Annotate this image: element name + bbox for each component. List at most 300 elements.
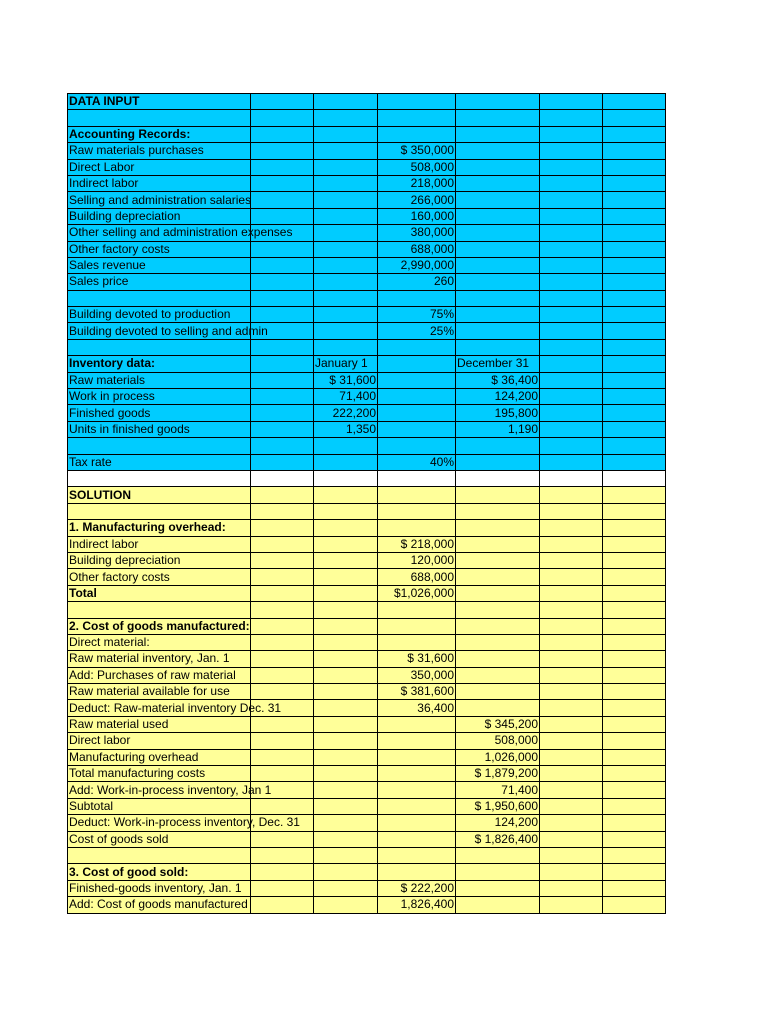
sheet-cell[interactable] — [314, 831, 378, 847]
sheet-cell[interactable] — [251, 290, 314, 306]
sheet-cell[interactable] — [68, 585, 251, 601]
sheet-cell[interactable] — [251, 389, 314, 405]
sheet-cell[interactable] — [456, 634, 540, 650]
sheet-cell[interactable] — [378, 847, 456, 863]
sheet-cell[interactable] — [314, 749, 378, 765]
sheet-cell[interactable] — [251, 257, 314, 273]
sheet-cell[interactable] — [251, 356, 314, 372]
sheet-cell[interactable] — [68, 438, 251, 454]
sheet-cell[interactable] — [314, 421, 378, 437]
sheet-cell[interactable] — [456, 569, 540, 585]
sheet-cell[interactable] — [251, 520, 314, 536]
sheet-cell[interactable] — [378, 323, 456, 339]
sheet-cell[interactable] — [603, 159, 666, 175]
sheet-cell[interactable] — [456, 241, 540, 257]
sheet-cell[interactable] — [314, 110, 378, 126]
sheet-cell[interactable] — [540, 389, 603, 405]
sheet-cell[interactable] — [378, 585, 456, 601]
sheet-cell[interactable] — [251, 405, 314, 421]
sheet-cell[interactable] — [378, 241, 456, 257]
sheet-cell[interactable] — [68, 356, 251, 372]
sheet-cell[interactable] — [251, 454, 314, 470]
sheet-cell[interactable] — [456, 798, 540, 814]
sheet-cell[interactable] — [68, 684, 251, 700]
sheet-cell[interactable] — [314, 290, 378, 306]
sheet-cell[interactable] — [251, 847, 314, 863]
sheet-cell[interactable] — [456, 618, 540, 634]
sheet-cell[interactable] — [540, 897, 603, 913]
sheet-cell[interactable] — [314, 126, 378, 142]
sheet-cell[interactable] — [68, 110, 251, 126]
sheet-cell[interactable] — [540, 274, 603, 290]
sheet-cell[interactable] — [378, 667, 456, 683]
sheet-cell[interactable] — [68, 94, 251, 110]
sheet-cell[interactable] — [378, 766, 456, 782]
sheet-cell[interactable] — [540, 520, 603, 536]
sheet-cell[interactable] — [456, 847, 540, 863]
sheet-cell[interactable] — [540, 454, 603, 470]
sheet-cell[interactable] — [540, 372, 603, 388]
sheet-cell[interactable] — [456, 110, 540, 126]
sheet-cell[interactable] — [314, 520, 378, 536]
sheet-cell[interactable] — [68, 815, 300, 831]
sheet-cell[interactable] — [540, 438, 603, 454]
sheet-cell[interactable] — [68, 520, 251, 536]
sheet-cell[interactable] — [314, 175, 378, 191]
sheet-cell[interactable] — [456, 684, 540, 700]
sheet-cell[interactable] — [603, 847, 666, 863]
sheet-cell[interactable] — [251, 716, 314, 732]
sheet-cell[interactable] — [603, 487, 666, 503]
sheet-cell[interactable] — [540, 143, 603, 159]
sheet-cell[interactable] — [540, 192, 603, 208]
sheet-cell[interactable] — [68, 274, 251, 290]
sheet-cell[interactable] — [603, 766, 666, 782]
sheet-cell[interactable] — [378, 110, 456, 126]
sheet-cell[interactable] — [540, 421, 603, 437]
sheet-cell[interactable] — [314, 389, 378, 405]
sheet-cell[interactable] — [603, 290, 666, 306]
sheet-cell[interactable] — [378, 749, 456, 765]
sheet-cell[interactable] — [378, 651, 456, 667]
sheet-cell[interactable] — [251, 880, 314, 896]
sheet-cell[interactable] — [456, 602, 540, 618]
sheet-cell[interactable] — [251, 864, 314, 880]
sheet-cell[interactable] — [68, 323, 268, 339]
sheet-cell[interactable] — [378, 339, 456, 355]
sheet-cell[interactable] — [68, 880, 251, 896]
sheet-cell[interactable] — [378, 356, 456, 372]
sheet-cell[interactable] — [251, 585, 314, 601]
sheet-cell[interactable] — [603, 634, 666, 650]
sheet-cell[interactable] — [603, 536, 666, 552]
sheet-cell[interactable] — [251, 126, 314, 142]
sheet-cell[interactable] — [378, 798, 456, 814]
sheet-cell[interactable] — [456, 159, 540, 175]
sheet-cell[interactable] — [456, 585, 540, 601]
sheet-cell[interactable] — [378, 880, 456, 896]
sheet-cell[interactable] — [378, 372, 456, 388]
sheet-cell[interactable] — [540, 159, 603, 175]
sheet-cell[interactable] — [456, 749, 540, 765]
sheet-cell[interactable] — [314, 733, 378, 749]
sheet-cell[interactable] — [314, 274, 378, 290]
sheet-cell[interactable] — [251, 208, 314, 224]
sheet-cell[interactable] — [378, 831, 456, 847]
sheet-cell[interactable] — [603, 651, 666, 667]
sheet-cell[interactable] — [68, 569, 251, 585]
sheet-cell[interactable] — [251, 552, 314, 568]
sheet-cell[interactable] — [378, 159, 456, 175]
sheet-cell[interactable] — [456, 126, 540, 142]
sheet-cell[interactable] — [603, 208, 666, 224]
sheet-cell[interactable] — [68, 552, 251, 568]
sheet-cell[interactable] — [456, 880, 540, 896]
sheet-cell[interactable] — [378, 274, 456, 290]
sheet-cell[interactable] — [603, 831, 666, 847]
sheet-cell[interactable] — [251, 667, 314, 683]
sheet-cell[interactable] — [251, 438, 314, 454]
sheet-cell[interactable] — [540, 503, 603, 519]
sheet-cell[interactable] — [68, 618, 251, 634]
sheet-cell[interactable] — [68, 749, 251, 765]
sheet-cell[interactable] — [314, 536, 378, 552]
sheet-cell[interactable] — [378, 208, 456, 224]
sheet-cell[interactable] — [68, 667, 251, 683]
sheet-cell[interactable] — [68, 208, 251, 224]
sheet-cell[interactable] — [540, 585, 603, 601]
sheet-cell[interactable] — [456, 470, 540, 486]
sheet-cell[interactable] — [378, 421, 456, 437]
sheet-cell[interactable] — [456, 175, 540, 191]
sheet-cell[interactable] — [378, 503, 456, 519]
sheet-cell[interactable] — [378, 126, 456, 142]
sheet-cell[interactable] — [456, 766, 540, 782]
sheet-cell[interactable] — [603, 274, 666, 290]
sheet-cell[interactable] — [603, 733, 666, 749]
sheet-cell[interactable] — [603, 257, 666, 273]
sheet-cell[interactable] — [378, 897, 456, 913]
sheet-cell[interactable] — [68, 405, 251, 421]
sheet-cell[interactable] — [68, 307, 251, 323]
sheet-cell[interactable] — [540, 831, 603, 847]
sheet-cell[interactable] — [68, 733, 251, 749]
sheet-cell[interactable] — [68, 159, 251, 175]
sheet-cell[interactable] — [378, 470, 456, 486]
sheet-cell[interactable] — [314, 307, 378, 323]
sheet-cell[interactable] — [314, 618, 378, 634]
sheet-cell[interactable] — [68, 864, 251, 880]
sheet-cell[interactable] — [540, 782, 603, 798]
sheet-cell[interactable] — [603, 798, 666, 814]
sheet-cell[interactable] — [456, 552, 540, 568]
sheet-cell[interactable] — [603, 110, 666, 126]
sheet-cell[interactable] — [540, 290, 603, 306]
sheet-cell[interactable] — [68, 487, 251, 503]
sheet-cell[interactable] — [251, 503, 314, 519]
sheet-cell[interactable] — [314, 470, 378, 486]
sheet-cell[interactable] — [456, 651, 540, 667]
sheet-cell[interactable] — [68, 143, 251, 159]
sheet-cell[interactable] — [314, 634, 378, 650]
sheet-cell[interactable] — [603, 126, 666, 142]
sheet-cell[interactable] — [378, 192, 456, 208]
sheet-cell[interactable] — [378, 700, 456, 716]
sheet-cell[interactable] — [540, 716, 603, 732]
sheet-cell[interactable] — [314, 847, 378, 863]
sheet-cell[interactable] — [314, 569, 378, 585]
sheet-cell[interactable] — [314, 225, 378, 241]
sheet-cell[interactable] — [314, 405, 378, 421]
sheet-cell[interactable] — [603, 470, 666, 486]
sheet-cell[interactable] — [540, 94, 603, 110]
sheet-cell[interactable] — [314, 766, 378, 782]
sheet-cell[interactable] — [68, 766, 251, 782]
sheet-cell[interactable] — [314, 454, 378, 470]
sheet-cell[interactable] — [456, 389, 540, 405]
sheet-cell[interactable] — [540, 798, 603, 814]
sheet-cell[interactable] — [68, 175, 251, 191]
sheet-cell[interactable] — [378, 782, 456, 798]
sheet-cell[interactable] — [378, 290, 456, 306]
sheet-cell[interactable] — [540, 634, 603, 650]
sheet-cell[interactable] — [251, 192, 314, 208]
sheet-cell[interactable] — [456, 339, 540, 355]
sheet-cell[interactable] — [314, 487, 378, 503]
sheet-cell[interactable] — [314, 192, 378, 208]
sheet-cell[interactable] — [378, 536, 456, 552]
sheet-cell[interactable] — [540, 602, 603, 618]
sheet-cell[interactable] — [251, 110, 314, 126]
sheet-cell[interactable] — [251, 733, 314, 749]
sheet-cell[interactable] — [251, 749, 314, 765]
sheet-cell[interactable] — [68, 225, 293, 241]
sheet-cell[interactable] — [603, 339, 666, 355]
sheet-cell[interactable] — [314, 356, 378, 372]
sheet-cell[interactable] — [378, 405, 456, 421]
sheet-cell[interactable] — [251, 831, 314, 847]
sheet-cell[interactable] — [456, 864, 540, 880]
sheet-cell[interactable] — [603, 307, 666, 323]
sheet-cell[interactable] — [378, 716, 456, 732]
sheet-cell[interactable] — [603, 454, 666, 470]
sheet-cell[interactable] — [456, 192, 540, 208]
sheet-cell[interactable] — [251, 618, 314, 634]
sheet-cell[interactable] — [68, 126, 251, 142]
sheet-cell[interactable] — [540, 733, 603, 749]
sheet-cell[interactable] — [603, 864, 666, 880]
sheet-cell[interactable] — [314, 716, 378, 732]
sheet-cell[interactable] — [456, 520, 540, 536]
sheet-cell[interactable] — [540, 175, 603, 191]
sheet-cell[interactable] — [456, 716, 540, 732]
sheet-cell[interactable] — [251, 897, 314, 913]
sheet-cell[interactable] — [456, 323, 540, 339]
sheet-cell[interactable] — [456, 94, 540, 110]
sheet-cell[interactable] — [603, 143, 666, 159]
sheet-cell[interactable] — [314, 651, 378, 667]
sheet-cell[interactable] — [68, 470, 251, 486]
sheet-cell[interactable] — [456, 700, 540, 716]
sheet-cell[interactable] — [68, 716, 251, 732]
sheet-cell[interactable] — [603, 241, 666, 257]
sheet-cell[interactable] — [603, 389, 666, 405]
sheet-cell[interactable] — [314, 552, 378, 568]
sheet-cell[interactable] — [378, 864, 456, 880]
sheet-cell[interactable] — [251, 241, 314, 257]
sheet-cell[interactable] — [456, 897, 540, 913]
sheet-cell[interactable] — [456, 290, 540, 306]
sheet-cell[interactable] — [314, 798, 378, 814]
sheet-cell[interactable] — [540, 208, 603, 224]
sheet-cell[interactable] — [603, 585, 666, 601]
sheet-cell[interactable] — [314, 143, 378, 159]
sheet-cell[interactable] — [456, 454, 540, 470]
sheet-cell[interactable] — [540, 684, 603, 700]
sheet-cell[interactable] — [68, 421, 251, 437]
sheet-cell[interactable] — [68, 782, 272, 798]
sheet-cell[interactable] — [68, 651, 251, 667]
sheet-cell[interactable] — [603, 749, 666, 765]
sheet-cell[interactable] — [540, 323, 603, 339]
sheet-cell[interactable] — [378, 815, 456, 831]
sheet-cell[interactable] — [251, 766, 314, 782]
sheet-cell[interactable] — [540, 339, 603, 355]
sheet-cell[interactable] — [68, 847, 251, 863]
sheet-cell[interactable] — [378, 94, 456, 110]
sheet-cell[interactable] — [68, 339, 251, 355]
sheet-cell[interactable] — [378, 175, 456, 191]
sheet-cell[interactable] — [456, 356, 540, 372]
sheet-cell[interactable] — [540, 552, 603, 568]
sheet-cell[interactable] — [603, 815, 666, 831]
sheet-cell[interactable] — [456, 225, 540, 241]
sheet-cell[interactable] — [603, 372, 666, 388]
sheet-cell[interactable] — [378, 602, 456, 618]
sheet-cell[interactable] — [540, 618, 603, 634]
sheet-cell[interactable] — [68, 503, 251, 519]
sheet-cell[interactable] — [314, 323, 378, 339]
sheet-cell[interactable] — [456, 372, 540, 388]
sheet-cell[interactable] — [456, 274, 540, 290]
sheet-cell[interactable] — [603, 700, 666, 716]
sheet-cell[interactable] — [314, 438, 378, 454]
sheet-cell[interactable] — [251, 175, 314, 191]
sheet-cell[interactable] — [378, 634, 456, 650]
sheet-cell[interactable] — [603, 880, 666, 896]
sheet-cell[interactable] — [314, 700, 378, 716]
sheet-cell[interactable] — [314, 159, 378, 175]
sheet-cell[interactable] — [540, 307, 603, 323]
sheet-cell[interactable] — [378, 438, 456, 454]
sheet-cell[interactable] — [251, 94, 314, 110]
sheet-cell[interactable] — [251, 159, 314, 175]
sheet-cell[interactable] — [603, 618, 666, 634]
sheet-cell[interactable] — [68, 634, 251, 650]
sheet-cell[interactable] — [378, 307, 456, 323]
sheet-cell[interactable] — [251, 143, 314, 159]
sheet-cell[interactable] — [314, 372, 378, 388]
sheet-cell[interactable] — [314, 585, 378, 601]
sheet-cell[interactable] — [456, 438, 540, 454]
sheet-cell[interactable] — [68, 602, 251, 618]
sheet-cell[interactable] — [540, 880, 603, 896]
sheet-cell[interactable] — [603, 421, 666, 437]
sheet-cell[interactable] — [540, 847, 603, 863]
sheet-cell[interactable] — [314, 241, 378, 257]
sheet-cell[interactable] — [456, 487, 540, 503]
sheet-cell[interactable] — [378, 225, 456, 241]
sheet-cell[interactable] — [456, 536, 540, 552]
sheet-cell[interactable] — [603, 192, 666, 208]
sheet-cell[interactable] — [603, 405, 666, 421]
sheet-cell[interactable] — [378, 389, 456, 405]
sheet-cell[interactable] — [314, 208, 378, 224]
sheet-cell[interactable] — [603, 503, 666, 519]
sheet-cell[interactable] — [603, 684, 666, 700]
sheet-cell[interactable] — [456, 503, 540, 519]
sheet-cell[interactable] — [251, 569, 314, 585]
sheet-cell[interactable] — [540, 241, 603, 257]
sheet-cell[interactable] — [540, 487, 603, 503]
sheet-cell[interactable] — [68, 454, 251, 470]
sheet-cell[interactable] — [540, 110, 603, 126]
sheet-cell[interactable] — [603, 94, 666, 110]
sheet-cell[interactable] — [68, 798, 251, 814]
sheet-cell[interactable] — [540, 470, 603, 486]
sheet-cell[interactable] — [314, 864, 378, 880]
sheet-cell[interactable] — [68, 192, 251, 208]
sheet-cell[interactable] — [456, 733, 540, 749]
sheet-cell[interactable] — [603, 569, 666, 585]
sheet-cell[interactable] — [68, 372, 251, 388]
sheet-cell[interactable] — [251, 274, 314, 290]
sheet-cell[interactable] — [251, 536, 314, 552]
sheet-cell[interactable] — [603, 667, 666, 683]
sheet-cell[interactable] — [540, 651, 603, 667]
sheet-cell[interactable] — [378, 552, 456, 568]
sheet-cell[interactable] — [456, 405, 540, 421]
sheet-cell[interactable] — [251, 684, 314, 700]
sheet-cell[interactable] — [603, 323, 666, 339]
sheet-cell[interactable] — [456, 782, 540, 798]
sheet-cell[interactable] — [540, 864, 603, 880]
sheet-cell[interactable] — [603, 782, 666, 798]
sheet-cell[interactable] — [251, 487, 314, 503]
sheet-cell[interactable] — [251, 421, 314, 437]
sheet-cell[interactable] — [603, 602, 666, 618]
sheet-cell[interactable] — [314, 815, 378, 831]
sheet-cell[interactable] — [603, 552, 666, 568]
sheet-cell[interactable] — [456, 307, 540, 323]
sheet-cell[interactable] — [540, 815, 603, 831]
sheet-cell[interactable] — [378, 684, 456, 700]
sheet-cell[interactable] — [378, 569, 456, 585]
sheet-cell[interactable] — [251, 798, 314, 814]
sheet-cell[interactable] — [540, 126, 603, 142]
sheet-cell[interactable] — [603, 438, 666, 454]
sheet-cell[interactable] — [251, 602, 314, 618]
sheet-cell[interactable] — [314, 897, 378, 913]
sheet-cell[interactable] — [456, 831, 540, 847]
sheet-cell[interactable] — [456, 421, 540, 437]
sheet-cell[interactable] — [68, 290, 251, 306]
sheet-cell[interactable] — [378, 454, 456, 470]
sheet-cell[interactable] — [603, 175, 666, 191]
sheet-cell[interactable] — [540, 257, 603, 273]
sheet-cell[interactable] — [540, 569, 603, 585]
sheet-cell[interactable] — [314, 667, 378, 683]
